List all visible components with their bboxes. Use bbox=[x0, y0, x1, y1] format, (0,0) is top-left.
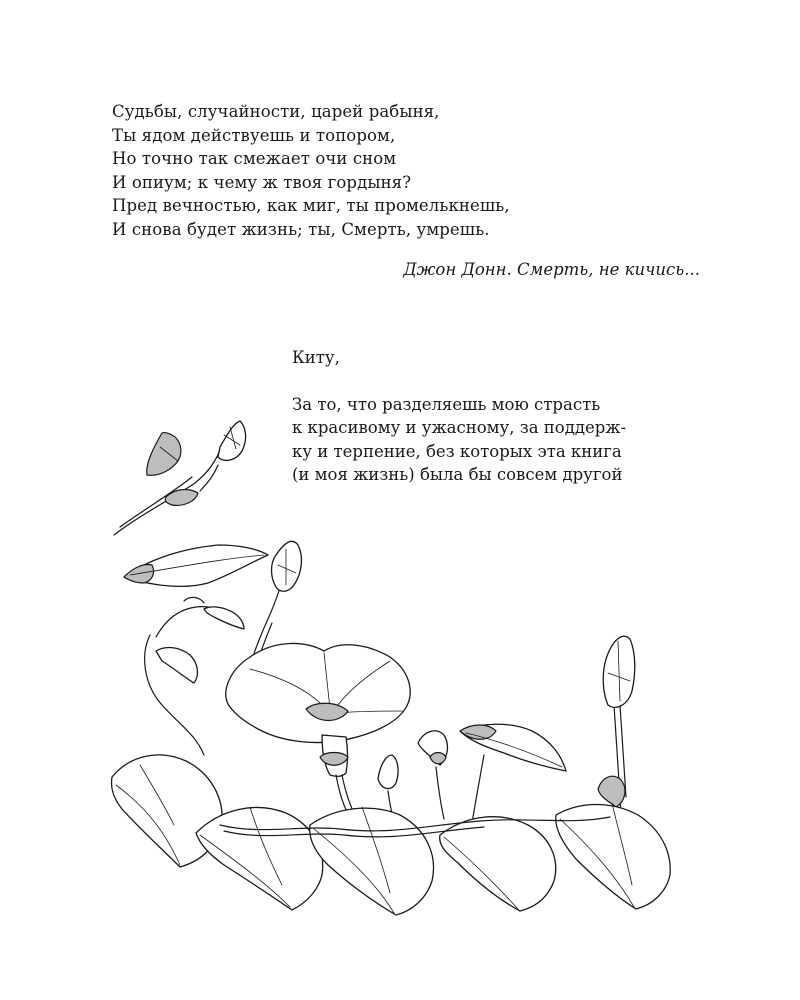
epigraph-attribution: Джон Донн. Смерть, не кичись... bbox=[403, 260, 700, 279]
morning-glory-flowers-icon bbox=[100, 405, 700, 920]
poem-line: И опиум; к чему ж твоя гордыня? bbox=[112, 172, 412, 192]
dedication-line: За то, что разделяешь мою страсть bbox=[292, 395, 601, 414]
flower-bud bbox=[218, 421, 246, 460]
heart-leaf bbox=[196, 807, 323, 910]
poem-line: Но точно так смежает очи сном bbox=[112, 149, 397, 169]
open-flower bbox=[226, 643, 410, 742]
flower-bud bbox=[378, 755, 398, 789]
poem-line: Пред вечностью, как миг, ты промелькнешь, bbox=[112, 196, 510, 216]
dedication-greeting: Киту, bbox=[292, 348, 340, 367]
poem-line: Судьбы, случайности, царей рабыня, bbox=[112, 102, 440, 121]
flower-bud bbox=[204, 607, 244, 629]
epigraph-poem bbox=[112, 100, 712, 242]
poem-line: Ты ядом действуешь и топором, bbox=[112, 125, 396, 145]
poem-line: И снова будет жизнь; ты, Смерть, умрешь. bbox=[112, 219, 490, 239]
flower-bud bbox=[165, 490, 198, 506]
heart-leaf bbox=[147, 433, 181, 476]
heart-leaf bbox=[440, 817, 556, 911]
heart-leaf bbox=[310, 808, 434, 915]
dedication-line: ку и терпение, без которых эта книга bbox=[292, 441, 622, 461]
dedication-line: к красивому и ужасному, за поддерж- bbox=[292, 418, 627, 438]
heart-leaf bbox=[156, 648, 197, 683]
dedication-line: (и моя жизнь) была бы совсем другой bbox=[292, 465, 623, 485]
flower-bud bbox=[272, 541, 302, 591]
heart-leaf bbox=[598, 776, 625, 807]
